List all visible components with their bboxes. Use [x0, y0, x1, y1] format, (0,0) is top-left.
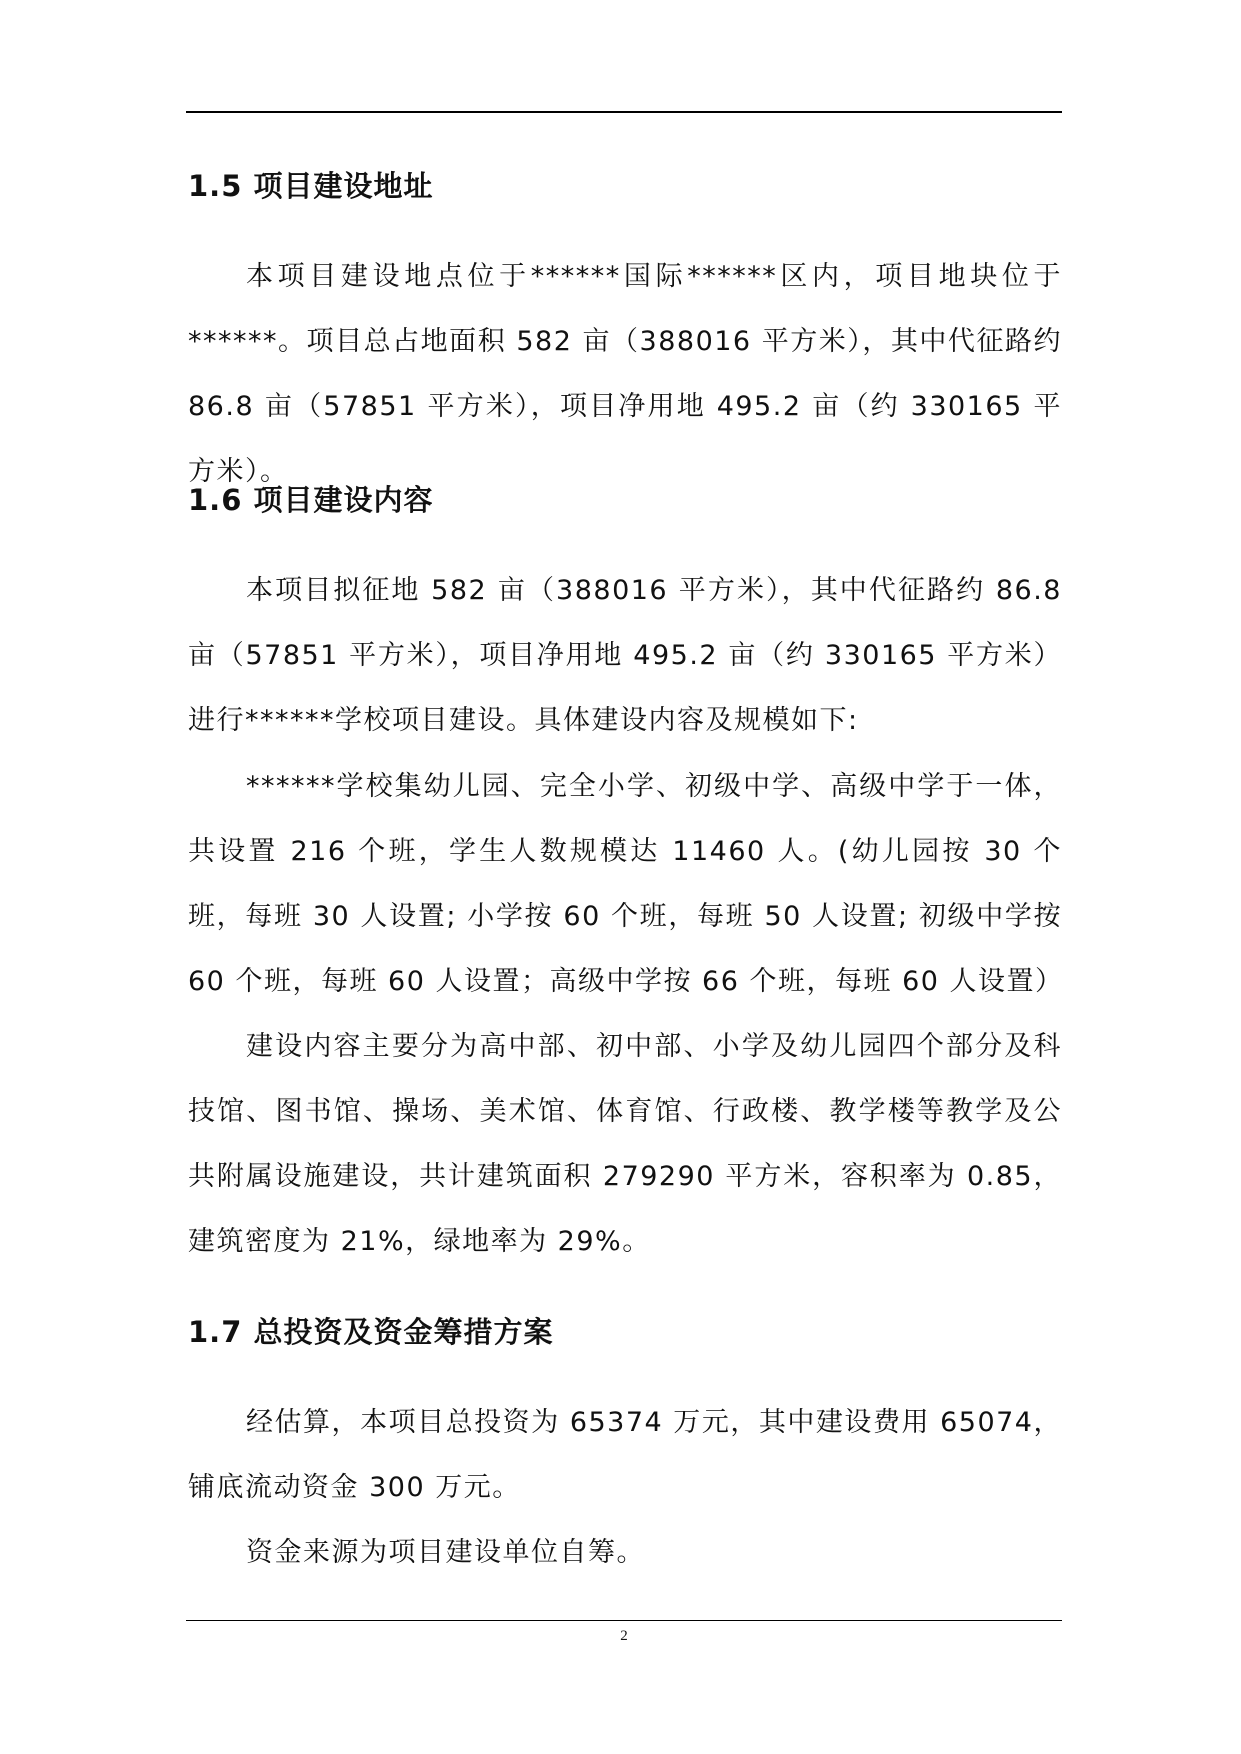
paragraph-construction-content: 建设内容主要分为高中部、初中部、小学及幼儿园四个部分及科技馆、图书馆、操场、美术馆、体育馆、行政楼、教学楼等教学及公共附属设施建设，共计建筑面积 279290 平方米，容积率为 0.85，建筑密度为 21%，绿地率为 29%。	[188, 1031, 1062, 1257]
footer-rule	[186, 1620, 1062, 1621]
section-heading-1-6: 1.6 项目建设内容	[188, 483, 434, 517]
header-rule	[186, 111, 1062, 113]
paragraph-land-use: 本项目拟征地 582 亩（388016 平方米），其中代征路约 86.8 亩（57851 平方米），项目净用地 495.2 亩（约 330165 平方米）进行******学校项目建设。具体建设内容及规模如下:	[188, 575, 1062, 736]
section-heading-1-5: 1.5 项目建设地址	[188, 169, 434, 203]
paragraph-total-investment: 经估算，本项目总投资为 65374 万元，其中建设费用 65074，铺底流动资金 300 万元。	[188, 1407, 1062, 1503]
page-number: 2	[620, 1628, 628, 1644]
paragraph-site-location: 本项目建设地点位于******国际******区内，项目地块位于******。项目总占地面积 582 亩（388016 平方米），其中代征路约 86.8 亩（57851 平方米），项目净用地 495.2 亩（约 330165 平方米）。	[188, 261, 1062, 487]
paragraph-funding-source: 资金来源为项目建设单位自筹。	[246, 1537, 645, 1568]
paragraph-school-scale: ******学校集幼儿园、完全小学、初级中学、高级中学于一体，共设置 216 个班，学生人数规模达 11460 人。(幼儿园按 30 个班，每班 30 人设置; 小学按 60 个班，每班 50 人设置; 初级中学按 60 个班，每班 60 人设置；高级中学按 66 个班，每班 60 人设置）	[188, 771, 1064, 997]
section-heading-1-7: 1.7 总投资及资金筹措方案	[188, 1315, 554, 1349]
